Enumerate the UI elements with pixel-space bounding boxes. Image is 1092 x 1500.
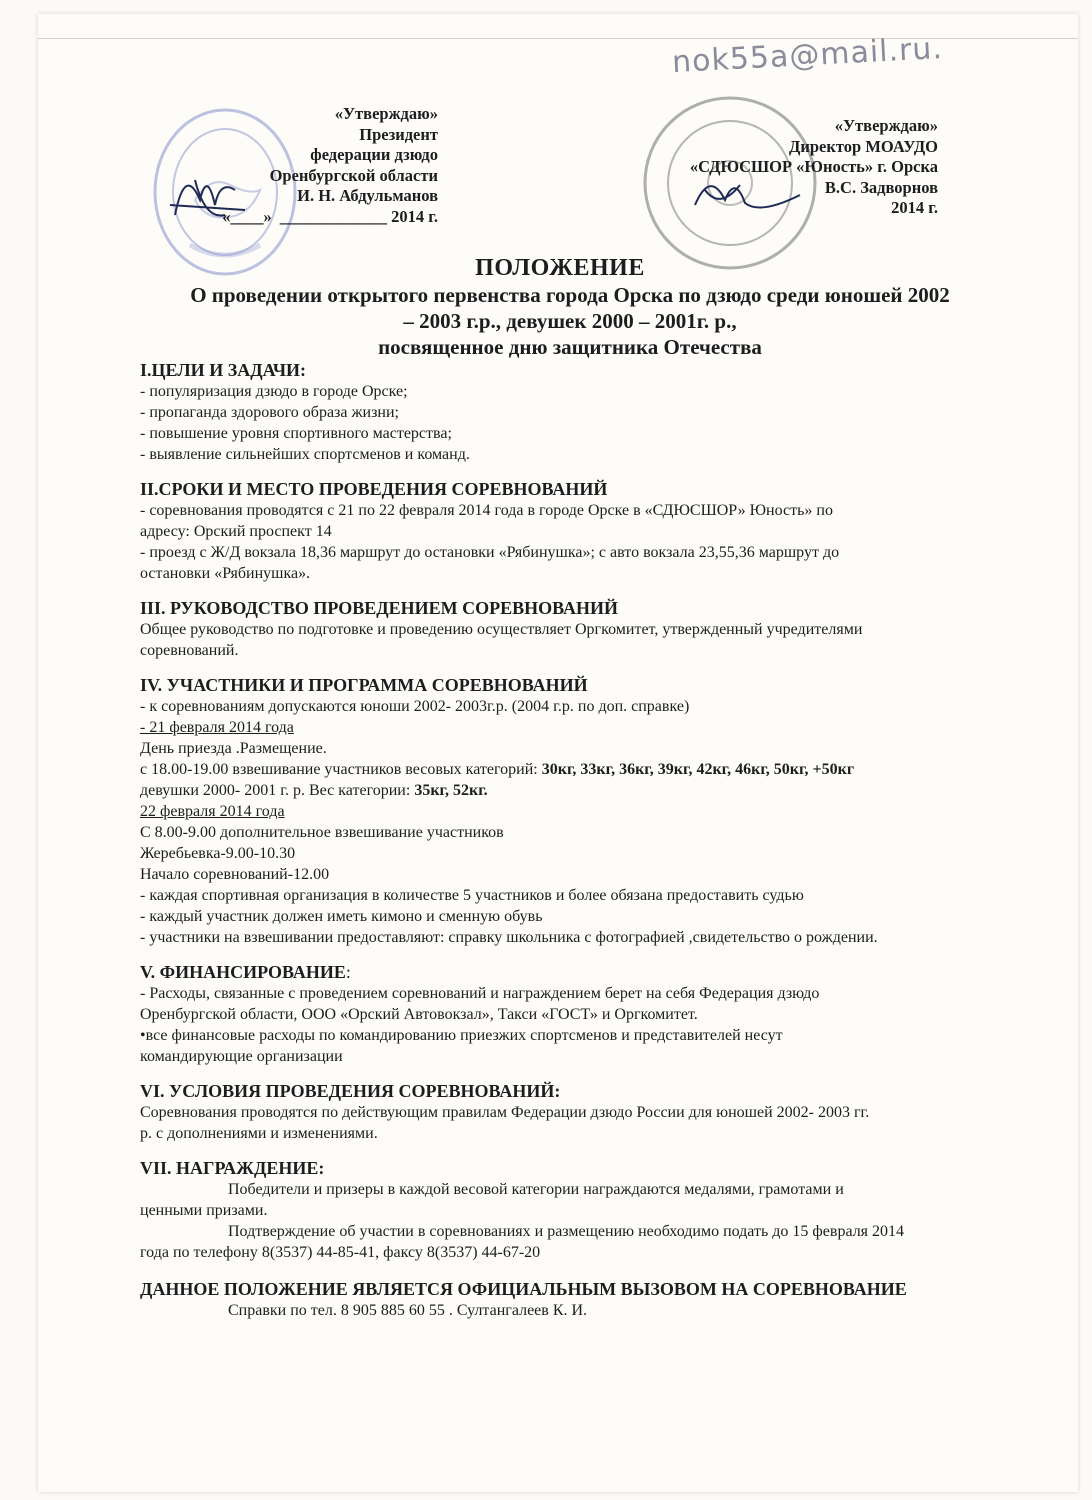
approve-left-date-year: _____________ 2014 г. (279, 206, 438, 226)
section-4-line: - к соревнованиям допускаются юноши 2002- 2003г.р. (2004 г.р. по доп. справке) (140, 698, 690, 715)
section-6-line: Соревнования проводятся по действующим правилам Федерации дзюдо России для юношей 2002- 2003 гг. (140, 1104, 870, 1121)
approval-block-right (648, 116, 938, 219)
section-1-item: - популяризация дзюдо в городе Орске; (140, 383, 408, 400)
section-4-line: С 8.00-9.00 дополнительное взвешивание участников (140, 824, 504, 841)
weigh-in-text: с 18.00-19.00 взвешивание участников весовых категорий: (140, 761, 542, 778)
section-5-heading (140, 962, 1050, 983)
section-5-bullet-text: все финансовые расходы по командированию приезжих спортсменов и представителей несут (145, 1027, 783, 1044)
contact-info: Справки по тел. 8 905 885 60 55 . Султангалеев К. И. (228, 1302, 588, 1319)
section-5-line (140, 1025, 1050, 1046)
approve-right-line2: Директор МОАУДО (789, 136, 938, 156)
weight-categories-boys: 30кг, 33кг, 36кг, 39кг, 42кг, 46кг, 50кг, +50кг (541, 761, 855, 778)
section-4-heading: IV. УЧАСТНИКИ И ПРОГРАММА СОРЕВНОВАНИЙ (140, 675, 588, 695)
approve-right-line5: 2014 г. (891, 198, 938, 217)
approve-left-date-day: «____» (222, 206, 272, 226)
document-body (140, 360, 1050, 1321)
approve-left-line2: Президент (359, 124, 438, 144)
section-1-item: - пропаганда здорового образа жизни; (140, 404, 399, 421)
section-1-item: - повышение уровня спортивного мастерства; (140, 425, 452, 442)
section-1-item: - выявление сильнейших спортсменов и команд. (140, 446, 470, 463)
approve-left-signer: И. Н. Абдульманов (297, 186, 438, 205)
subtitle-line2: – 2003 г.р., девушек 2000 – 2001г. р., (403, 309, 737, 333)
section-2-heading: II.СРОКИ И МЕСТО ПРОВЕДЕНИЯ СОРЕВНОВАНИЙ (140, 479, 608, 499)
girls-text: девушки 2000- 2001 г. р. Вес категории: (140, 782, 415, 799)
approve-right-line4: В.С. Задворнов (824, 177, 938, 197)
section-5-line: Оренбургской области, ООО «Орский Автовокзал», Такси «ГОСТ» и Оргкомитет. (140, 1006, 698, 1023)
section-4-line: Жеребьевка-9.00-10.30 (140, 845, 296, 862)
section-4-line: - каждый участник должен иметь кимоно и сменную обувь (140, 908, 543, 925)
section-5-line: - Расходы, связанные с проведением соревнований и награждением берет на себя Федерация дзюдо (140, 985, 820, 1002)
section-4-line: Начало соревнований-12.00 (140, 866, 330, 883)
section-4-weigh-in-line (140, 759, 1050, 780)
approve-left-date-line (148, 207, 438, 228)
section-5-heading-colon: : (345, 962, 351, 982)
approve-left-line3: федерации дзюдо (310, 145, 438, 164)
section-3-heading: III. РУКОВОДСТВО ПРОВЕДЕНИЕМ СОРЕВНОВАНИЙ (140, 598, 619, 618)
section-2-line: адресу: Орский проспект 14 (140, 523, 332, 540)
section-7-line: Подтверждение об участии в соревнованиях и размещению необходимо подать до 15 февраля 2014 (228, 1223, 905, 1240)
section-7-heading: VII. НАГРАЖДЕНИЕ: (140, 1158, 325, 1178)
section-6-line: р. с дополнениями и изменениями. (140, 1125, 378, 1142)
section-7-line: Победители и призеры в каждой весовой категории награждаются медалями, грамотами и (228, 1181, 844, 1198)
section-3-line: соревнований. (140, 642, 239, 659)
section-2-line: - соревнования проводятся с 21 по 22 февраля 2014 года в городе Орске в «СДЮСШОР» Юность» по (140, 502, 833, 519)
page-title: ПОЛОЖЕНИЕ (475, 255, 645, 281)
section-7-line: года по телефону 8(3537) 44-85-41, факсу 8(3537) 44-67-20 (140, 1244, 541, 1261)
approve-left-line5 (148, 186, 438, 207)
section-4-line: День приезда .Размещение. (140, 740, 327, 757)
title-block (120, 255, 1020, 360)
weight-categories-girls: 35кг, 52кг. (414, 782, 488, 799)
official-call-statement: ДАННОЕ ПОЛОЖЕНИЕ ЯВЛЯЕТСЯ ОФИЦИАЛЬНЫМ ВЫЗОВОМ НА СОРЕВНОВАНИЕ (140, 1279, 907, 1299)
section-7-line: ценными призами. (140, 1202, 268, 1219)
approval-block-left (148, 104, 438, 227)
section-2-line: остановки «Рябинушка». (140, 565, 311, 582)
section-4-line: - участники на взвешивании предоставляют: справку школьника с фотографией ,свидетельство о рождении. (140, 929, 878, 946)
section-6-heading: VI. УСЛОВИЯ ПРОВЕДЕНИЯ СОРЕВНОВАНИЙ: (140, 1081, 561, 1101)
handwritten-email: nok55a@mail.ru. (671, 30, 944, 81)
section-3-line: Общее руководство по подготовке и проведению осуществляет Оргкомитет, утвержденный учредителями (140, 621, 863, 638)
section-2-line: - проезд с Ж/Д вокзала 18,36 маршрут до остановки «Рябинушка»; с авто вокзала 23,55,36 маршрут до (140, 544, 840, 561)
approve-left-line4: Оренбургской области (269, 165, 438, 185)
subtitle-line3: посвященное дню защитника Отечества (378, 335, 762, 359)
approve-right-line1: «Утверждаю» (834, 116, 938, 135)
section-4-girls-line (140, 780, 1050, 801)
approve-right-line3: «СДЮСШОР «Юность» г. Орска (689, 157, 938, 176)
section-5-heading-text: V. ФИНАНСИРОВАНИЕ (140, 962, 346, 982)
section-4-line: - каждая спортивная организация в количестве 5 участников и более обязана предоставить судью (140, 887, 804, 904)
subtitle-line1: О проведении открытого первенства города Орска по дзюдо среди юношей 2002 (190, 283, 950, 307)
bullet-icon: • (140, 1027, 146, 1044)
section-4-date: - 21 февраля 2014 года (140, 719, 294, 736)
section-5-line: командирующие организации (140, 1048, 343, 1065)
section-1-heading: I.ЦЕЛИ И ЗАДАЧИ: (140, 360, 307, 380)
section-4-date: 22 февраля 2014 года (140, 803, 285, 820)
approve-left-line1: «Утверждаю» (334, 104, 438, 123)
